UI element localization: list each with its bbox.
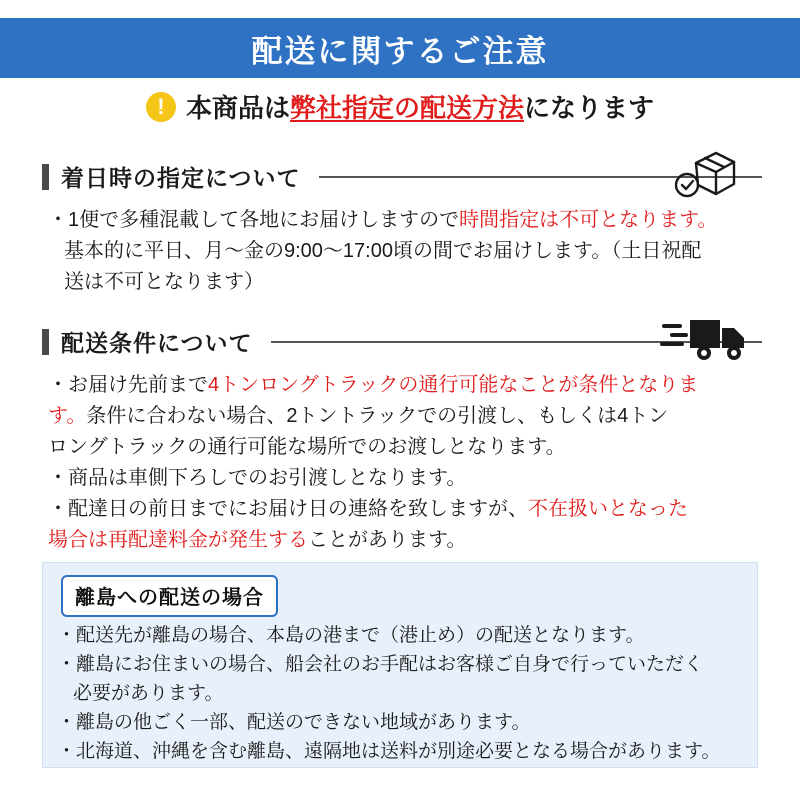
subtitle-after: になります [524, 93, 655, 123]
body-line [48, 525, 768, 556]
section-body-delivery-date [48, 205, 768, 298]
body-text: 基本的に平日、月〜金の9:00〜17:00頃の間でお届けします。（土日祝配 [64, 240, 702, 262]
section-accent-bar [42, 164, 49, 190]
section-heading-delivery-date [42, 160, 762, 193]
body-text-emphasis: 場合は再配達料金が発生する [48, 529, 308, 551]
body-line [48, 494, 768, 525]
body-line [48, 370, 768, 401]
body-text: ・1便で多種混載して各地にお届けしますので [48, 209, 460, 231]
subtitle-before: 本商品は [185, 93, 290, 123]
exclamation-circle-icon: ! [146, 92, 176, 122]
body-line [48, 205, 768, 236]
subtitle-text [186, 88, 654, 125]
body-text: 条件に合わない場合、2トントラックでの引渡し、もしくは4トン [86, 405, 669, 427]
body-text: ・配達日の前日までにお届け日の連絡を致しますが、 [48, 498, 528, 520]
package-check-icon [672, 145, 740, 208]
section-heading-delivery-conditions [42, 325, 762, 358]
header-bar [0, 18, 800, 78]
section-title: 配送条件について [61, 330, 253, 356]
body-text: ロングトラックの通行可能な場所でのお渡しとなります。 [48, 436, 566, 458]
body-text: 送は不可となります） [64, 271, 264, 293]
subtitle-emphasis: 弊社指定の配送方法 [289, 93, 524, 123]
island-line: 必要があります。 [73, 683, 224, 704]
subtitle-row [0, 88, 800, 125]
island-line: ・北海道、沖縄を含む離島、遠隔地は送料が別途必要となる場合があります。 [57, 741, 721, 762]
body-line [48, 401, 768, 432]
section-title: 着日時の指定について [61, 165, 301, 191]
island-delivery-panel [42, 562, 758, 768]
island-line: ・離島にお住まいの場合、船会社のお手配はお客様ご自身で行っていただく [57, 654, 704, 675]
body-text: ・商品は車側下ろしでのお引渡しとなります。 [48, 467, 467, 489]
island-line: ・配送先が離島の場合、本島の港まで（港止め）の配送となります。 [57, 625, 645, 646]
body-text-emphasis: 4トンロングトラックの通行可能なことが条件となりま [208, 374, 699, 396]
section-accent-bar [42, 329, 49, 355]
body-line [48, 236, 768, 267]
island-panel-body [57, 621, 747, 766]
body-text-emphasis: 不在扱いとなった [528, 498, 688, 520]
body-text: ことがあります。 [308, 529, 467, 551]
section-body-delivery-conditions [48, 370, 768, 556]
body-text-emphasis: す。 [48, 405, 87, 427]
island-panel-label: 離島への配送の場合 [61, 575, 278, 617]
body-line [48, 267, 768, 298]
body-line [48, 432, 768, 463]
body-line [48, 463, 768, 494]
delivery-truck-icon [660, 312, 748, 369]
body-text-emphasis: 時間指定は不可となります。 [459, 209, 718, 231]
island-line: ・離島の他ごく一部、配送のできない地域があります。 [57, 712, 531, 733]
page-title: 配送に関するご注意 [251, 33, 549, 69]
body-text: ・お届け先前まで [48, 374, 208, 396]
